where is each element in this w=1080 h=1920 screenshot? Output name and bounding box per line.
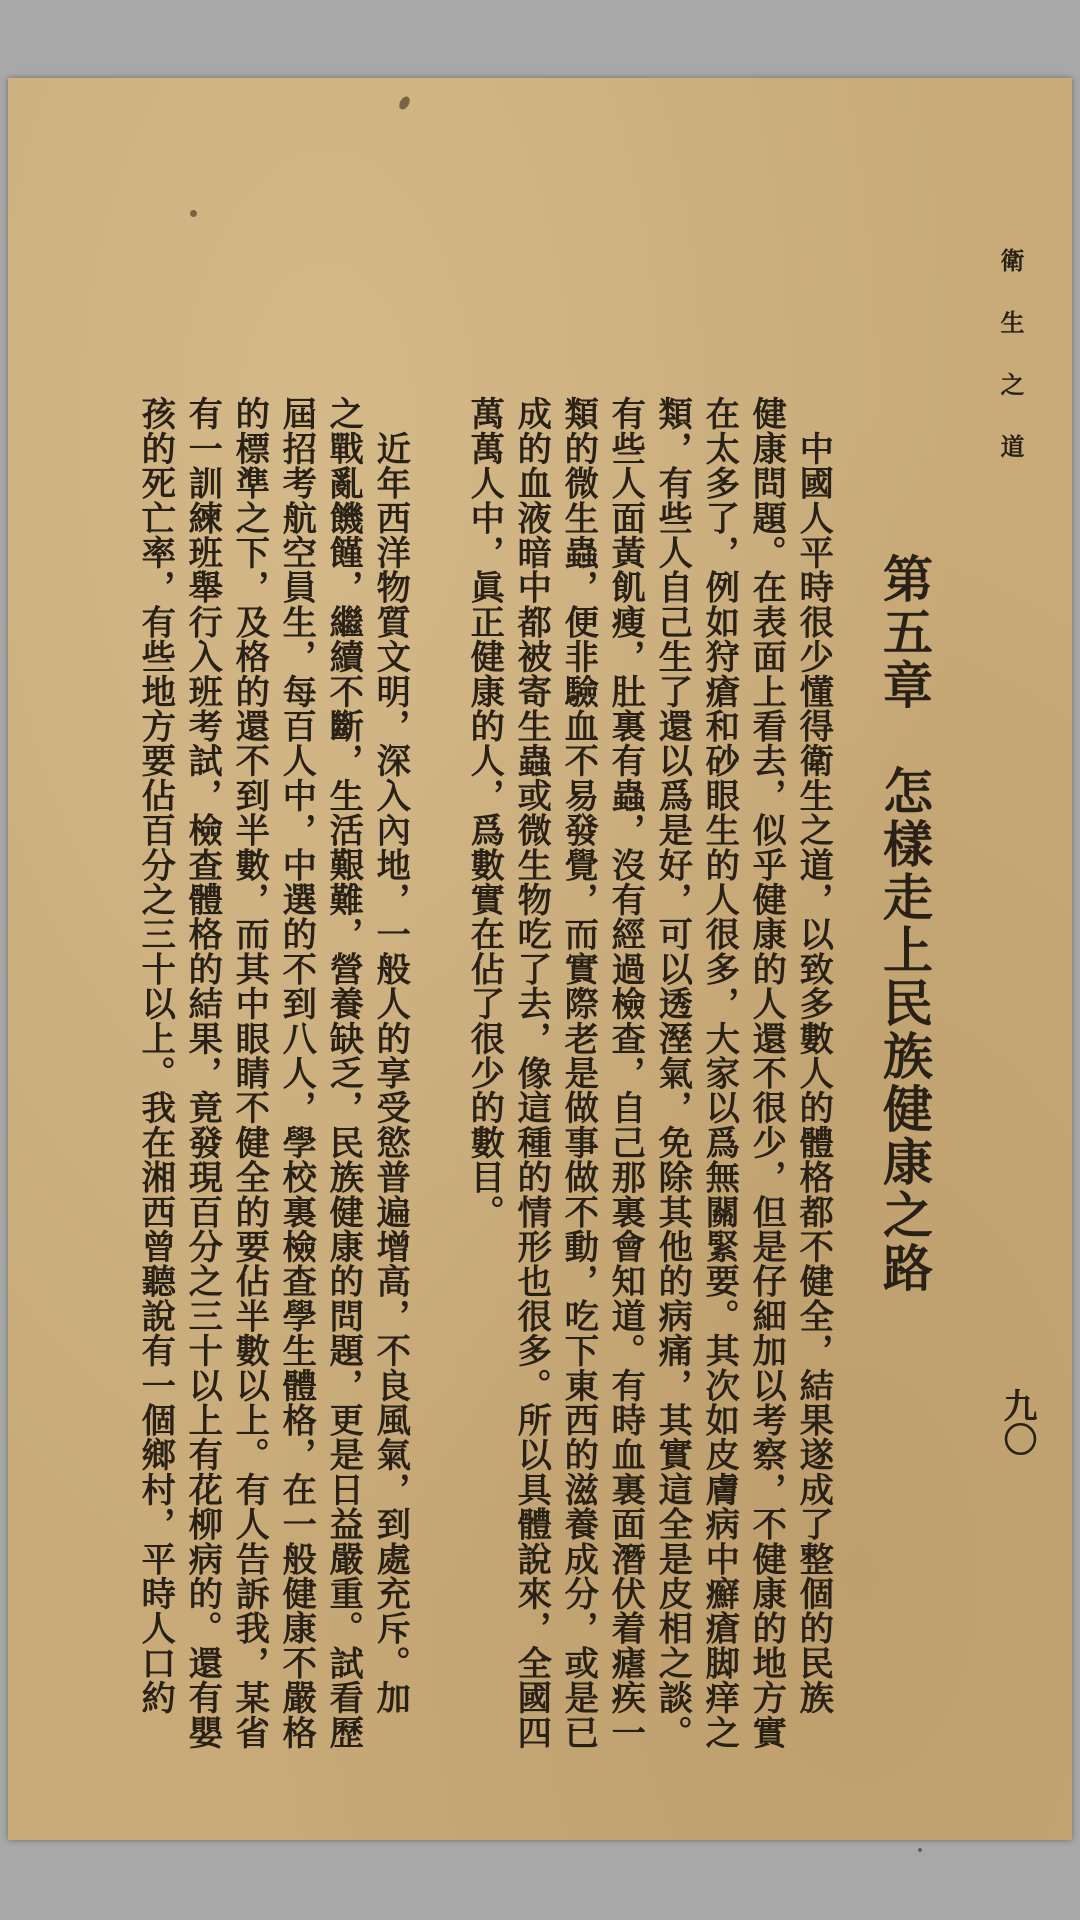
text-line: 孩的死亡率，有些地方要佔百分之三十以上。我在湘西曾聽說有一個鄉村，平時人口約 xyxy=(135,396,176,1715)
ink-speck xyxy=(397,95,412,112)
book-page xyxy=(8,78,1072,1840)
ink-speck xyxy=(190,210,197,217)
running-header: 衛生之道 xyxy=(996,248,1025,496)
chapter-title: 第五章 怎樣走上民族健康之路 xyxy=(875,553,934,1295)
ink-speck xyxy=(918,1848,922,1852)
text-line: 的標準之下，及格的還不到半數，而其中眼睛不健全的要佔半數以上。有人告訴我，某省 xyxy=(229,396,270,1750)
text-line: 近年西洋物質文明，深入內地，一般人的享受慾普遍增高，不良風氣，到處充斥。加 xyxy=(370,396,411,1715)
text-line: 成的血液暗中都被寄生蟲或微生物吃了去，像這種的情形也很多。所以具體說來，全國四 xyxy=(511,396,552,1750)
text-line: 類，有些人自己生了還以爲是好，可以透溼氣，免除其他的病痛，其實這全是皮相之談。 xyxy=(652,396,693,1750)
text-line: 之戰亂饑饉，繼續不斷，生活艱難，營養缺乏，民族健康的問題，更是日益嚴重。試看歷 xyxy=(323,396,364,1750)
text-line: 有些人面黃飢瘦，肚裏有蟲，沒有經過檢查，自己那裏會知道。有時血裏面潛伏着瘧疾一 xyxy=(605,396,646,1750)
text-line: 有一訓練班舉行入班考試，檢查體格的結果，竟發現百分之三十以上有花柳病的。還有嬰 xyxy=(182,396,223,1750)
text-line: 萬萬人中，眞正健康的人，爲數實在佔了很少的數目。 xyxy=(464,396,505,1229)
text-line: 中國人平時很少懂得衛生之道，以致多數人的體格都不健全，結果遂成了整個的民族 xyxy=(793,396,834,1715)
text-line: 在太多了，例如狩瘡和砂眼生的人很多，大家以爲無關緊要。其次如皮膚病中癬瘡脚痒之 xyxy=(699,396,740,1750)
text-line: 健康問題。在表面上看去，似乎健康的人還不很少，但是仔細加以考察，不健康的地方實 xyxy=(746,396,787,1750)
text-line: 類的微生蟲，便非驗血不易發覺，而實際老是做事做不動，吃下東西的滋養成分，或是已 xyxy=(558,396,599,1750)
text-line: 屆招考航空員生，每百人中，中選的不到八人，學校裏檢查學生體格，在一般健康不嚴格 xyxy=(276,396,317,1750)
page-number: 九〇 xyxy=(997,1388,1037,1456)
